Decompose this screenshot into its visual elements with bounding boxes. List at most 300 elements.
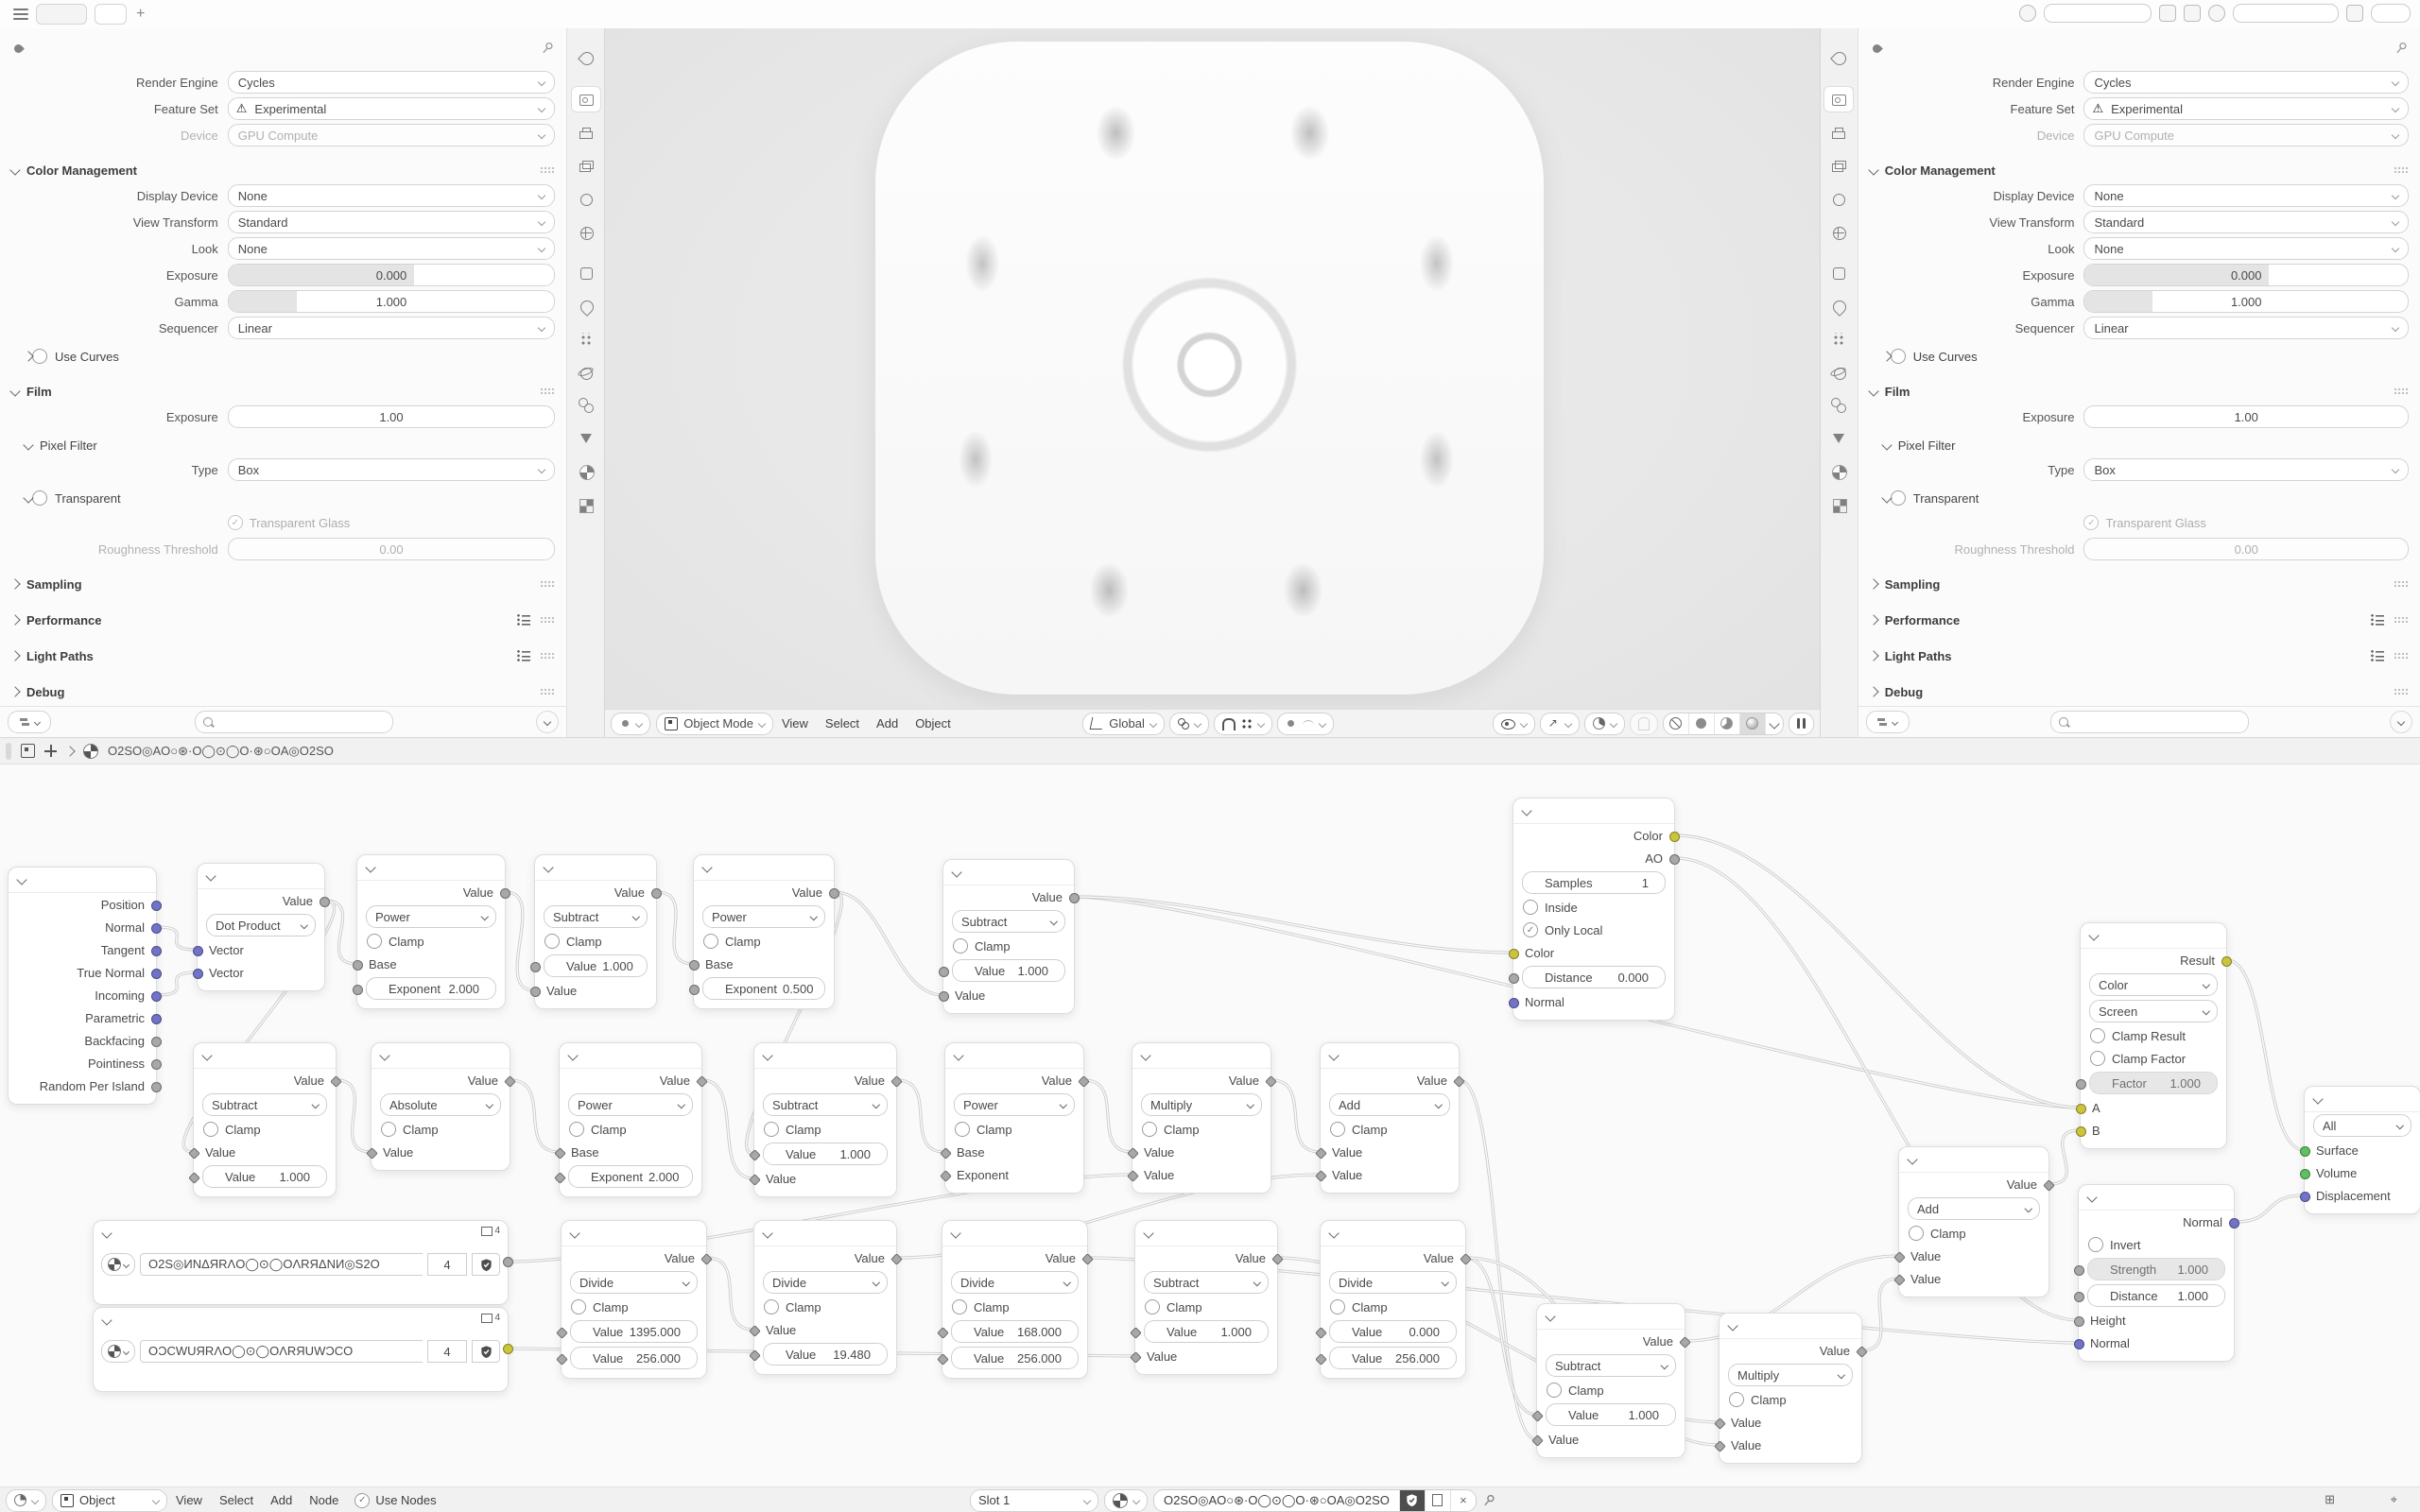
prop-dd-feature-set[interactable] [228,97,555,120]
checkbox-invert[interactable] [2088,1237,2103,1252]
node-math[interactable] [942,1220,1088,1379]
copy-icon[interactable] [2184,5,2201,22]
collapse-chevron-icon[interactable] [1521,805,1531,816]
node-header[interactable] [1135,1221,1277,1246]
input-socket[interactable] [689,985,700,995]
scene-icon[interactable] [2019,5,2036,22]
checkbox-clamp[interactable] [1145,1299,1160,1314]
prop-slider-exposure[interactable] [2083,264,2409,286]
node-header[interactable] [1321,1043,1459,1069]
pin-icon[interactable] [1482,1493,1496,1507]
editor-type-dropdown[interactable] [611,713,650,735]
tab-physics[interactable] [1824,360,1853,385]
subsection-checkbox[interactable] [32,490,47,506]
prop-num-roughness-threshold[interactable] [2083,538,2409,560]
prop-dd-look[interactable] [228,237,555,260]
output-socket[interactable] [151,1082,162,1092]
node-math[interactable] [944,1042,1084,1194]
collapse-chevron-icon[interactable] [701,862,712,872]
node-header[interactable] [942,1221,1087,1246]
input-socket[interactable] [2300,1146,2310,1157]
tab-view-layer[interactable] [1824,154,1853,179]
value-field[interactable] [1522,871,1666,894]
node-header[interactable] [1720,1314,1861,1339]
checkbox-clamp[interactable] [367,934,382,949]
workspace-tab[interactable] [36,4,87,25]
node-header[interactable] [943,860,1074,885]
section-color-management[interactable] [1858,157,2420,183]
collapse-chevron-icon[interactable] [365,862,375,872]
pause-render-button[interactable] [1789,713,1814,735]
shading-material-button[interactable] [1715,713,1740,734]
image-browse-dropdown[interactable] [101,1253,135,1276]
input-socket[interactable] [353,985,363,995]
value-field[interactable] [1522,966,1666,988]
image-browse-dropdown[interactable] [101,1340,135,1363]
tab-material[interactable] [1824,459,1853,484]
node-header[interactable] [1321,1221,1465,1246]
shading-solid-button[interactable] [1689,713,1715,734]
use-nodes-checkbox[interactable] [354,1493,370,1508]
checkbox-clamp[interactable] [1729,1392,1744,1407]
node-math[interactable] [534,854,657,1009]
collapse-chevron-icon[interactable] [1727,1320,1737,1331]
node-header[interactable] [1513,799,1674,824]
input-socket[interactable] [353,960,363,971]
collapse-chevron-icon[interactable] [379,1050,389,1060]
value-field[interactable] [366,977,496,1000]
menu-select[interactable]: Select [824,716,860,730]
tab-view-layer[interactable] [572,154,600,179]
prop-slider-gamma[interactable] [228,290,555,313]
menu-add[interactable]: Add [270,1493,293,1507]
mode-dropdown[interactable] [656,713,773,735]
pin-icon[interactable] [541,41,555,58]
value-field[interactable] [702,977,825,1000]
copy-material-button[interactable] [1425,1490,1450,1511]
tab-world[interactable] [1824,220,1853,245]
operation-dropdown[interactable] [206,914,316,936]
overlays-dropdown[interactable] [1584,713,1625,735]
operation-dropdown[interactable] [763,1093,888,1116]
menu-view[interactable]: View [781,716,808,730]
output-socket[interactable] [151,901,162,911]
output-socket[interactable] [1669,854,1680,865]
tab-constraints[interactable] [1824,393,1853,418]
output-socket[interactable] [2221,956,2232,967]
prop-dd-display-device[interactable] [2083,184,2409,207]
node-header[interactable] [2079,1185,2234,1211]
prop-dd-view-transform[interactable] [228,211,555,233]
view-layer-icon[interactable] [2208,5,2225,22]
section-performance[interactable] [0,607,566,633]
value-field[interactable] [544,954,648,977]
scene-name-input[interactable] [2044,4,2152,23]
input-socket[interactable] [939,967,949,977]
transparent-glass-checkbox[interactable] [2083,515,2099,530]
node-math[interactable] [942,859,1075,1014]
value-field[interactable] [951,1347,1079,1369]
node-math[interactable] [1719,1313,1862,1464]
frame-icon[interactable] [21,744,35,758]
operation-dropdown[interactable] [568,1093,693,1116]
collapse-chevron-icon[interactable] [953,1050,963,1060]
expand-button[interactable] [2390,711,2412,733]
snap-icon[interactable]: ⌖ [2390,1492,2397,1506]
section-light-paths[interactable] [1858,643,2420,669]
fake-user-shield-button[interactable] [472,1340,500,1363]
node-image[interactable] [93,1307,509,1392]
collapse-chevron-icon[interactable] [567,1050,578,1060]
visibility-dropdown[interactable] [1493,713,1535,735]
menu-add[interactable]: Add [876,716,899,730]
input-socket[interactable] [2076,1079,2086,1090]
node-math[interactable] [356,854,506,1009]
tab-world[interactable] [572,220,600,245]
subsection-transparent[interactable] [0,486,566,510]
shading-dropdown[interactable] [1766,713,1783,734]
operation-dropdown[interactable] [380,1093,501,1116]
output-socket[interactable] [151,969,162,979]
search-input[interactable] [195,711,393,733]
node-math[interactable] [1512,798,1675,1021]
output-socket[interactable] [151,946,162,956]
checkbox-clamp[interactable] [952,1299,967,1314]
input-socket[interactable] [689,960,700,971]
node-math[interactable] [371,1042,510,1171]
material-name-field[interactable] [1153,1489,1477,1512]
section-color-management[interactable] [0,157,566,183]
input-socket[interactable] [1509,998,1519,1008]
node-math[interactable] [1134,1220,1278,1375]
input-socket[interactable] [1509,973,1519,984]
subsection-use-curves[interactable] [1858,344,2420,369]
node-math[interactable] [559,1042,702,1197]
input-socket[interactable] [530,987,541,997]
node-math[interactable] [2078,1184,2235,1362]
input-socket[interactable] [1509,949,1519,959]
transparent-glass-checkbox[interactable] [228,515,243,530]
prop-dd-device[interactable] [2083,124,2409,146]
input-socket[interactable] [2076,1126,2086,1137]
operation-dropdown[interactable] [2313,1114,2411,1137]
collapse-chevron-icon[interactable] [762,1228,772,1238]
subsection-pixel-filter[interactable] [0,433,566,457]
checkbox-clamp[interactable] [203,1122,218,1137]
collapse-chevron-icon[interactable] [2088,930,2099,940]
tab-output[interactable] [572,121,600,146]
operation-dropdown[interactable] [702,905,825,928]
output-socket[interactable] [500,888,510,899]
shader-type-dropdown[interactable] [52,1489,167,1512]
node-math[interactable] [1536,1303,1685,1458]
region-resize-handle[interactable] [6,743,11,760]
operation-dropdown[interactable] [954,1093,1075,1116]
operation-dropdown[interactable] [1728,1364,1853,1386]
node-header[interactable] [562,1221,706,1246]
clipboard-icon[interactable] [2346,5,2363,22]
preset-list-icon[interactable] [2370,614,2384,626]
shading-rendered-button[interactable] [1740,713,1766,734]
section-sampling[interactable] [0,571,566,597]
output-socket[interactable] [2229,1218,2239,1228]
checkbox-clamp-factor[interactable] [2090,1051,2105,1066]
node-header[interactable] [754,1043,896,1069]
search-input[interactable] [2050,711,2249,733]
node-header[interactable] [94,1221,508,1246]
operation-dropdown[interactable] [2089,1000,2218,1022]
preset-list-icon[interactable] [2370,650,2384,662]
collapse-chevron-icon[interactable] [1143,1228,1153,1238]
node-header[interactable] [2081,923,2226,949]
node-math[interactable] [1320,1042,1460,1194]
gizmo-dropdown[interactable] [1540,713,1580,735]
collapse-chevron-icon[interactable] [950,1228,960,1238]
input-socket[interactable] [2074,1339,2084,1349]
value-field[interactable] [952,959,1065,982]
collapse-chevron-icon[interactable] [101,1314,112,1325]
subsection-pixel-filter[interactable] [1858,433,2420,457]
collapse-chevron-icon[interactable] [2086,1192,2097,1202]
checkbox-inside[interactable] [1523,900,1538,915]
collapse-chevron-icon[interactable] [543,862,553,872]
checkbox-clamp[interactable] [1330,1299,1345,1314]
tab-texture[interactable] [1824,492,1853,517]
tab-material[interactable] [572,459,600,484]
subsection-transparent[interactable] [1858,486,2420,510]
output-socket[interactable] [1069,893,1080,903]
collapse-chevron-icon[interactable] [951,867,961,877]
operation-dropdown[interactable] [1329,1271,1457,1294]
tab-particles[interactable] [572,327,600,352]
tab-constraints[interactable] [572,393,600,418]
checkbox-clamp[interactable] [381,1122,396,1137]
operation-dropdown[interactable] [1141,1093,1262,1116]
prop-num-roughness-threshold[interactable] [228,538,555,560]
value-field[interactable] [1329,1320,1457,1343]
tab-object-data[interactable] [572,426,600,451]
prop-dd-render-engine[interactable] [2083,71,2409,94]
snap-target-dropdown[interactable] [1169,713,1209,735]
checkbox-clamp[interactable] [1547,1383,1562,1398]
node-header[interactable] [694,855,834,881]
tab-tool[interactable] [572,45,600,70]
node-header[interactable] [535,855,656,881]
value-field[interactable] [951,1320,1079,1343]
operation-dropdown[interactable] [1546,1354,1676,1377]
node-header[interactable] [357,855,505,881]
checkbox-clamp[interactable] [569,1122,584,1137]
checkbox-clamp[interactable] [1330,1122,1345,1137]
value-field[interactable] [568,1165,693,1188]
checkbox-clamp[interactable] [544,934,560,949]
tab-texture[interactable] [572,492,600,517]
node-header[interactable] [2305,1087,2420,1112]
shader-node-editor[interactable] [0,737,2420,1512]
fake-user-shield-button[interactable] [1399,1490,1425,1511]
node-math[interactable] [561,1220,707,1379]
collapse-chevron-icon[interactable] [1328,1050,1339,1060]
checkbox-clamp[interactable] [764,1122,779,1137]
editor-type-dropdown-node[interactable] [6,1489,46,1512]
node-math[interactable] [1898,1146,2049,1297]
hamburger-menu-icon[interactable] [13,9,28,20]
node-math[interactable] [197,863,325,991]
node-image[interactable] [93,1220,509,1305]
menu-view[interactable]: View [176,1493,202,1507]
tab-scene[interactable] [1824,187,1853,212]
extra-input[interactable] [2371,4,2411,23]
prop-num-exposure[interactable] [228,405,555,428]
filter-dropdown[interactable] [1866,711,1910,733]
node-header[interactable] [560,1043,701,1069]
operation-dropdown[interactable] [763,1271,888,1294]
move-icon[interactable] [44,745,57,757]
value-field[interactable] [570,1347,698,1369]
image-name-field[interactable]: O2S◎ИNΔЯRΛO◯⊙◯OΛRЯΔNИ◎S2O [140,1253,423,1276]
value-field[interactable] [2087,1284,2225,1307]
tab-modifiers[interactable] [1824,294,1853,318]
prop-dd-view-transform[interactable] [2083,211,2409,233]
preset-list-icon[interactable] [516,650,530,662]
unlink-material-button[interactable] [1450,1490,1476,1511]
prop-slider-gamma[interactable] [2083,290,2409,313]
value-field[interactable] [763,1143,888,1165]
menu-object[interactable]: Object [915,716,951,730]
node-header[interactable] [9,868,156,893]
input-socket[interactable] [2300,1192,2310,1202]
prop-num-exposure[interactable] [2083,405,2409,428]
value-field[interactable] [763,1343,888,1366]
value-field[interactable] [1329,1347,1457,1369]
output-socket[interactable] [151,991,162,1002]
shading-wireframe-button[interactable] [1664,713,1689,734]
output-socket[interactable] [151,1014,162,1024]
node-header[interactable] [945,1043,1083,1069]
node-header[interactable] [1537,1304,1685,1330]
node-header[interactable] [754,1221,896,1246]
collapse-chevron-icon[interactable] [16,874,26,885]
prop-dd-display-device[interactable] [228,184,555,207]
output-socket[interactable] [151,1037,162,1047]
node-math[interactable] [753,1220,897,1375]
node-header[interactable] [198,864,324,889]
section-film[interactable] [1858,378,2420,404]
input-socket[interactable] [530,962,541,972]
checkbox-clamp[interactable] [953,938,968,954]
prop-dd-device[interactable] [228,124,555,146]
view-layer-input[interactable] [2233,4,2339,23]
workspace-tab-2[interactable] [95,4,127,25]
operation-dropdown[interactable] [1144,1271,1269,1294]
tab-scene[interactable] [572,187,600,212]
expand-button[interactable] [536,711,559,733]
output-socket[interactable] [151,1059,162,1070]
3d-viewport[interactable] [605,28,1820,737]
collapse-chevron-icon[interactable] [762,1050,772,1060]
input-socket[interactable] [2074,1265,2084,1276]
node-header[interactable] [1132,1043,1270,1069]
node-header[interactable] [94,1308,508,1332]
collapse-chevron-icon[interactable] [101,1228,112,1238]
section-light-paths[interactable] [0,643,566,669]
operation-dropdown[interactable] [2089,973,2218,996]
node-math[interactable] [1320,1220,1466,1379]
operation-dropdown[interactable] [951,1271,1079,1294]
image-name-field[interactable]: OƆCWUЯRΛO◯⊙◯OΛRЯUWƆCO [140,1340,423,1363]
fake-user-shield-button[interactable] [472,1253,500,1276]
collapse-chevron-icon[interactable] [2312,1093,2323,1104]
output-socket[interactable] [503,1257,513,1267]
checkbox-clamp[interactable] [703,934,718,949]
input-socket[interactable] [193,969,203,979]
section-sampling[interactable] [1858,571,2420,597]
input-socket[interactable] [2300,1169,2310,1179]
operation-dropdown[interactable] [366,905,496,928]
section-debug[interactable] [1858,679,2420,705]
prop-slider-exposure[interactable] [228,264,555,286]
operation-dropdown[interactable] [570,1271,698,1294]
operation-dropdown[interactable] [544,905,648,928]
add-workspace-button[interactable]: + [136,6,146,22]
node-math[interactable] [2080,922,2227,1149]
tab-physics[interactable] [572,360,600,385]
prop-dd-type[interactable] [2083,458,2409,481]
checkbox-clamp[interactable] [1909,1226,1924,1241]
pin-icon[interactable] [2394,41,2409,58]
collapse-chevron-icon[interactable] [205,870,216,881]
input-socket[interactable] [2076,1104,2086,1114]
node-math[interactable] [193,1042,337,1197]
filter-dropdown[interactable] [8,711,51,733]
tab-render[interactable] [571,86,601,112]
subsection-checkbox[interactable] [32,349,47,364]
transform-orientation-dropdown[interactable] [1082,713,1165,735]
tab-object-data[interactable] [1824,426,1853,451]
input-socket[interactable] [2074,1292,2084,1302]
output-socket[interactable] [651,888,662,899]
value-field[interactable] [2087,1258,2225,1280]
output-socket[interactable] [320,897,330,907]
section-film[interactable] [0,378,566,404]
checkbox-clamp[interactable] [571,1299,586,1314]
collapse-chevron-icon[interactable] [1907,1154,1917,1164]
tab-modifiers[interactable] [572,294,600,318]
output-socket[interactable] [829,888,839,899]
checkbox-clamp[interactable] [1142,1122,1157,1137]
collapse-chevron-icon[interactable] [1328,1228,1339,1238]
prop-dd-feature-set[interactable] [2083,97,2409,120]
prop-dd-render-engine[interactable] [228,71,555,94]
output-socket[interactable] [151,923,162,934]
node-math[interactable] [1132,1042,1271,1194]
prop-dd-sequencer[interactable] [2083,317,2409,339]
menu-select[interactable]: Select [218,1493,254,1507]
checkbox-clamp[interactable] [955,1122,970,1137]
value-field[interactable] [1546,1403,1676,1426]
operation-dropdown[interactable] [202,1093,327,1116]
output-socket[interactable] [503,1344,513,1354]
value-field[interactable] [2089,1072,2218,1094]
node-canvas[interactable] [0,765,2420,1486]
xray-toggle[interactable] [1630,713,1658,735]
subsection-use-curves[interactable] [0,344,566,369]
pin-icon[interactable] [2159,5,2176,22]
section-debug[interactable] [0,679,566,705]
output-socket[interactable] [1669,832,1680,842]
checkbox-clamp[interactable] [764,1299,779,1314]
prop-dd-type[interactable] [228,458,555,481]
